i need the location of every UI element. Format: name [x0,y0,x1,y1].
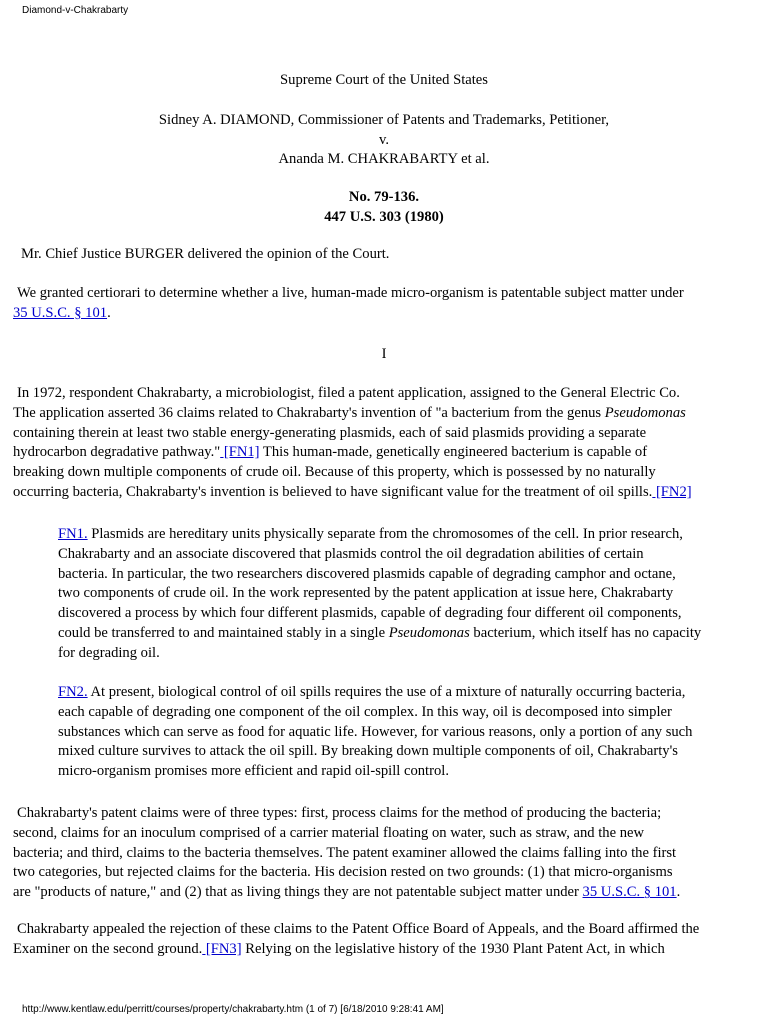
text-run: The application asserted 36 claims related to Chakrabarty's invention of "a bacterium from the genus [13,404,605,421]
petitioner: Sidney A. DIAMOND, Commissioner of Patents and Trademarks, Petitioner, [158,112,610,128]
text-run: Relying on the legislative history of the 1930 Plant Patent Act, in which [241,940,665,957]
footnote-link-fn3[interactable]: [FN3] [202,940,242,957]
text-line: containing therein at least two stable energy-generating plasmids, each of said plasmids providing a separate [13,424,647,441]
text-line: Chakrabarty appealed the rejection of these claims to the Patent Office Board of Appeals, and the Board affirmed the [17,921,700,937]
text-line: for degrading oil. [58,644,160,661]
delivered-line: Mr. Chief Justice BURGER delivered the opinion of the Court. [21,246,390,262]
text-run: hydrocarbon degradative pathway." [13,444,221,461]
text-line: substances which can serve as food for aquatic life. However, for various reasons, only a portion of any such [58,723,693,740]
statute-link[interactable]: 35 U.S.C. § 101 [13,304,108,321]
court-name: Supreme Court of the United States [280,72,488,88]
text-line: bacteria. In particular, the two researchers discovered plasmids capable of degrading camphor and octane, [58,565,676,582]
italic-run: Pseudomonas [604,404,686,421]
footnote-2 [58,683,755,782]
text-run: . [107,304,111,321]
intro-paragraph [13,284,755,324]
docket-number: No. 79-136. [348,189,420,205]
footnote-label-fn2[interactable]: FN2. [58,684,88,700]
page-header: Diamond-v-Chakrabarty [22,5,129,16]
reporter-citation: 447 U.S. 303 (1980) [324,208,444,225]
footnote-link-fn2[interactable]: [FN2] [652,483,692,500]
facts-paragraph [13,384,755,503]
text-run: occurring bacteria, Chakrabarty's invention is believed to have significant value for the treatment of oil spills. [13,483,653,500]
italic-run: Pseudomonas [388,624,470,641]
text-run: could be transferred to and maintained stably in a single [58,624,389,641]
statute-link[interactable]: 35 U.S.C. § 101 [582,884,677,901]
text-line: two categories, but rejected claims for the bacteria. His decision rested on two grounds: (1) that micro-organisms [13,864,673,881]
section-heading: I [381,346,387,362]
text-line: two components of crude oil. In the work represented by the patent application at issue here, Chakrabarty [58,585,674,602]
text-line: discovered a process by which four different plasmids, capable of degrading four different oil components, [58,605,682,622]
text-line: breaking down multiple components of crude oil. Because of this property, which is possessed by no naturally [13,464,656,481]
text-run: This human-made, genetically engineered bacterium is capable of [259,444,648,461]
appeal-paragraph [13,920,755,960]
footnote-1 [58,525,755,664]
versus: v. [379,131,389,148]
case-citation [13,188,755,227]
text-line: Chakrabarty and an associate discovered that plasmids control the oil degradation abilities of certain [58,545,644,562]
text-line: each capable of degrading one component of the oil complex. In this way, oil is decomposed into simpler [58,703,672,720]
respondent: Ananda M. CHAKRABARTY et al. [278,151,490,167]
text-run: . [676,884,681,901]
text-run: bacterium, which itself has no capacity [469,624,702,641]
text-line: In 1972, respondent Chakrabarty, a microbiologist, filed a patent application, assigned to the General Electric Co. [17,385,680,401]
case-caption [13,111,755,170]
text-line: micro-organism promises more efficient and rapid oil-spill control. [58,763,449,780]
claims-paragraph [13,804,755,903]
footnote-label-fn1[interactable]: FN1. [58,526,88,542]
text-line: bacteria; and third, claims to the bacteria themselves. The patent examiner allowed the claims falling into the first [13,844,677,861]
text-line: We granted certiorari to determine whether a live, human-made micro-organism is patentable subject matter under [17,285,684,301]
page-footer: http://www.kentlaw.edu/perritt/courses/property/chakrabarty.htm (1 of 7) [6/18/2010 9:28:41 AM] [22,1004,444,1015]
text-run: Plasmids are hereditary units physically separate from the chromosomes of the cell. In prior research, [87,526,683,542]
text-run: Examiner on the second ground. [13,940,203,957]
text-line: second, claims for an inoculum comprised of a carrier material floating on water, such as straw, and the new [13,824,645,841]
text-line: Chakrabarty's patent claims were of three types: first, process claims for the method of producing the bacteria; [17,805,662,821]
text-run: At present, biological control of oil spills requires the use of a mixture of naturally occurring bacteria, [87,684,686,700]
text-run: are "products of nature," and (2) that as living things they are not patentable subject matter under [13,884,583,901]
footnote-link-fn1[interactable]: [FN1] [220,444,260,461]
text-line: mixed culture survives to attack the oil spill. By breaking down multiple components of oil, Chakrabarty's [58,743,678,760]
